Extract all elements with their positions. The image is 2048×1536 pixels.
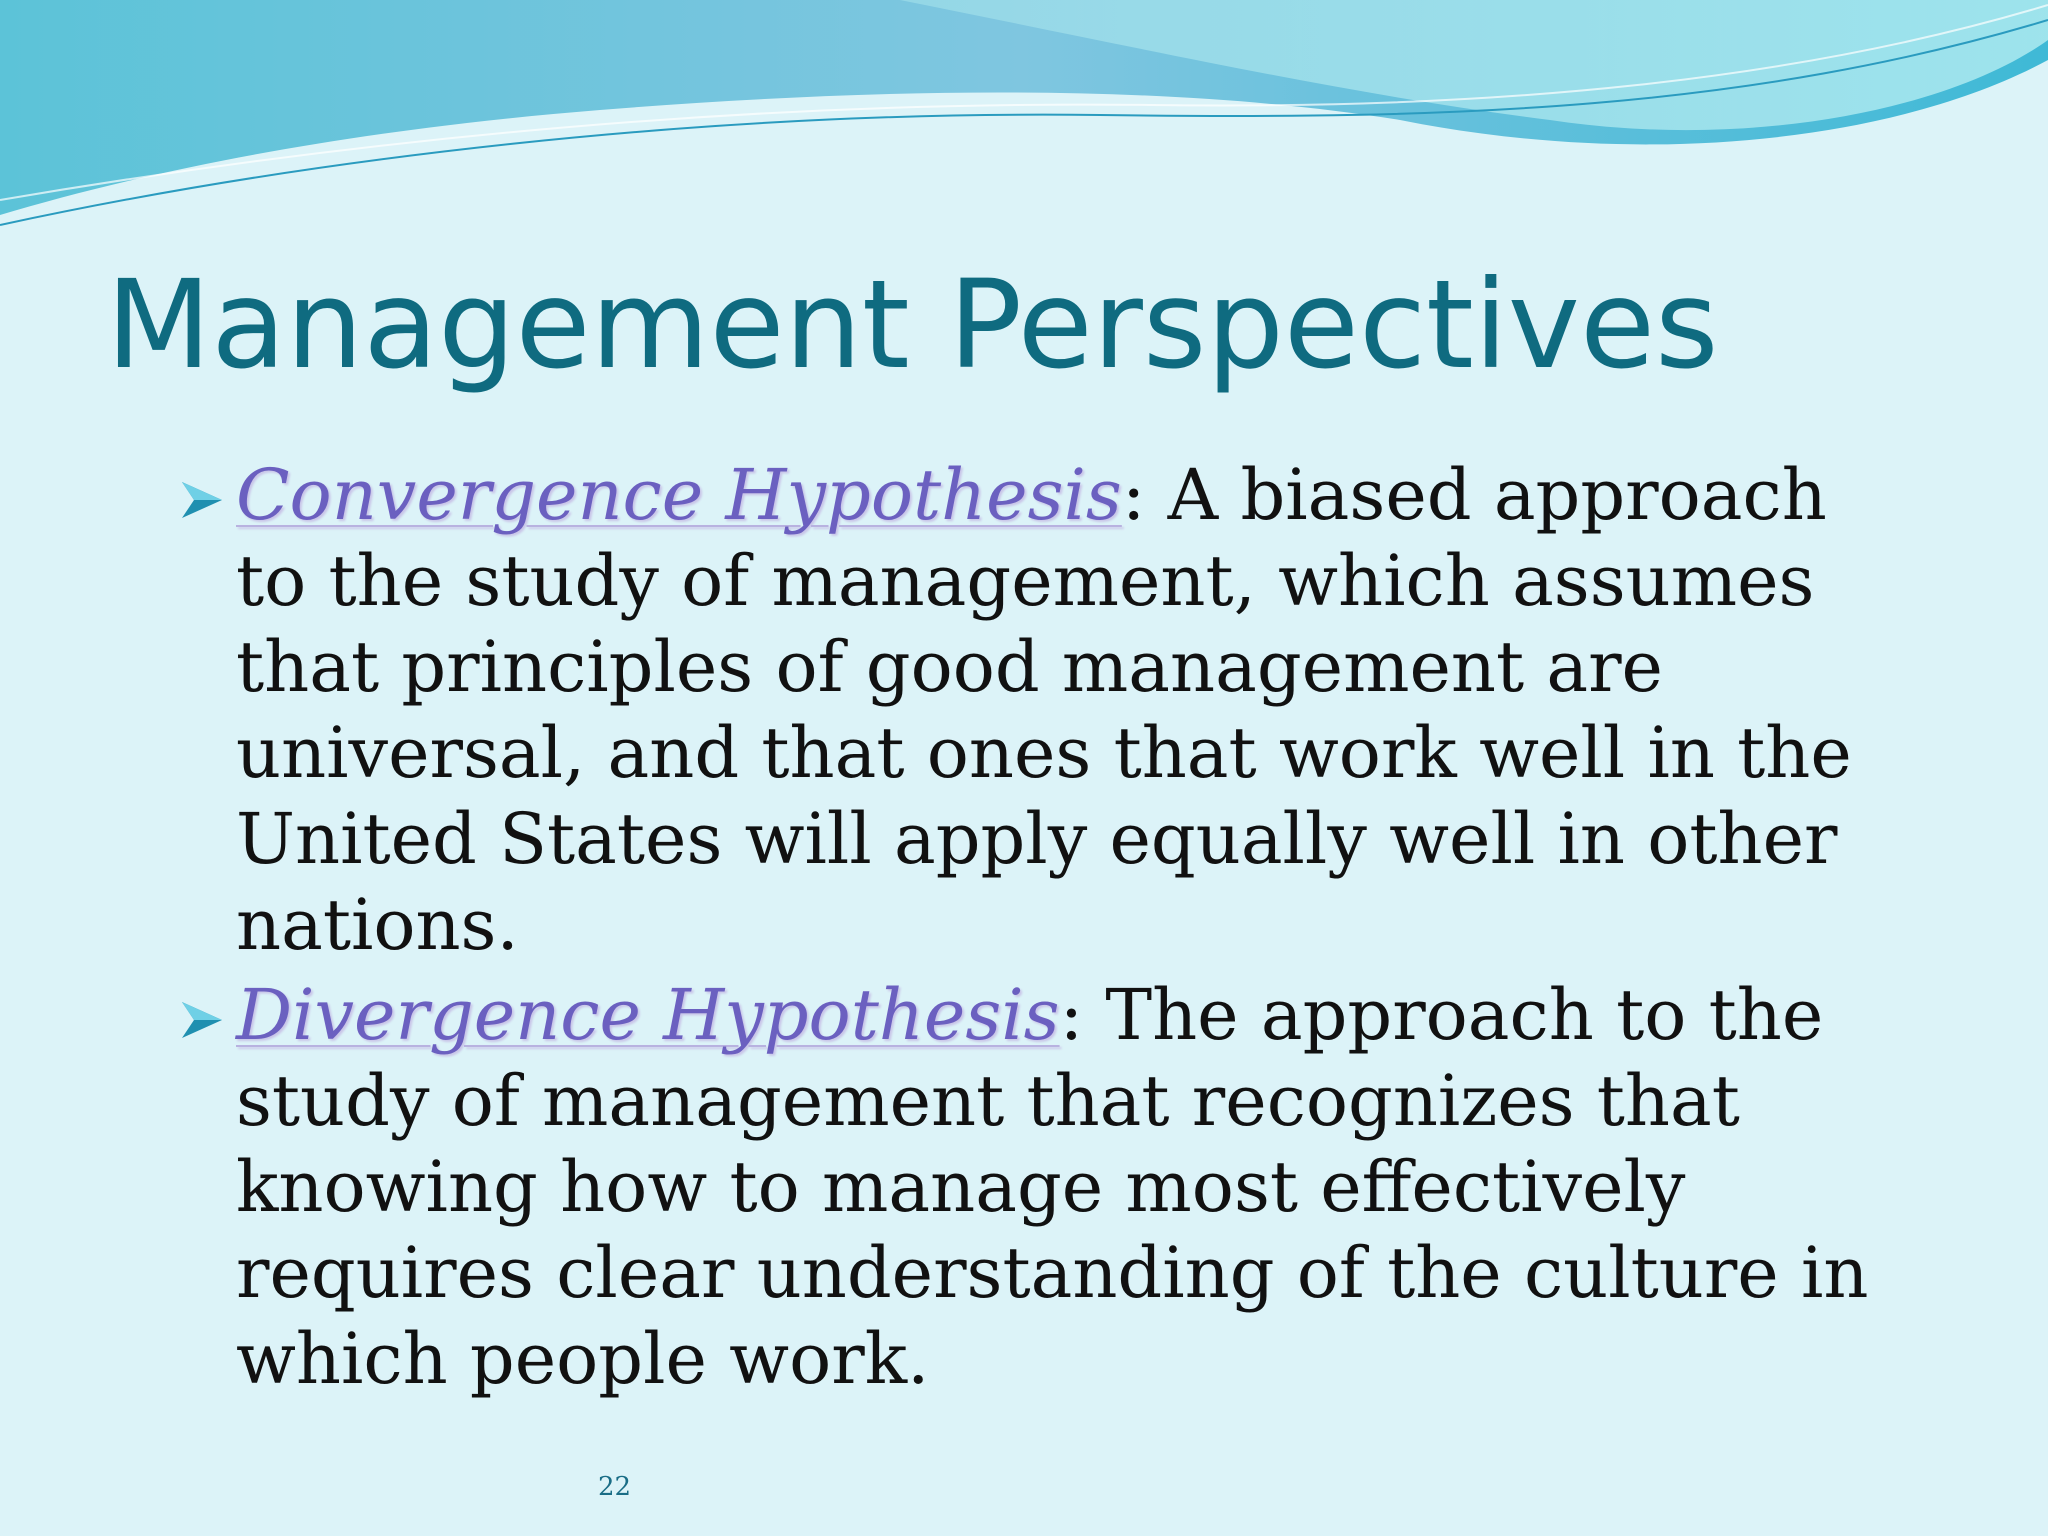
definition-divergence: : The approach to the study of management that recognizes that knowing how to manage most effectively requires clear understanding of the culture in which people work. — [236, 974, 1869, 1400]
arrow-bullet-icon — [178, 998, 228, 1042]
definition-convergence: : A biased approach to the study of management, which assumes that principles of good management are universal, and that ones that work well in the United States will apply equally well in other nations. — [236, 454, 1852, 966]
bullet-list — [178, 452, 1878, 1402]
slide-number: 22 — [598, 1472, 632, 1502]
bullet-convergence — [178, 452, 1878, 968]
bullet-divergence — [178, 972, 1878, 1402]
term-convergence-hypothesis: Convergence Hypothesis — [236, 454, 1122, 536]
term-divergence-hypothesis: Divergence Hypothesis — [236, 974, 1060, 1056]
arrow-bullet-icon — [178, 478, 228, 522]
slide-title: Management Perspectives — [106, 254, 1719, 396]
header-wave-decoration — [0, 0, 2048, 260]
